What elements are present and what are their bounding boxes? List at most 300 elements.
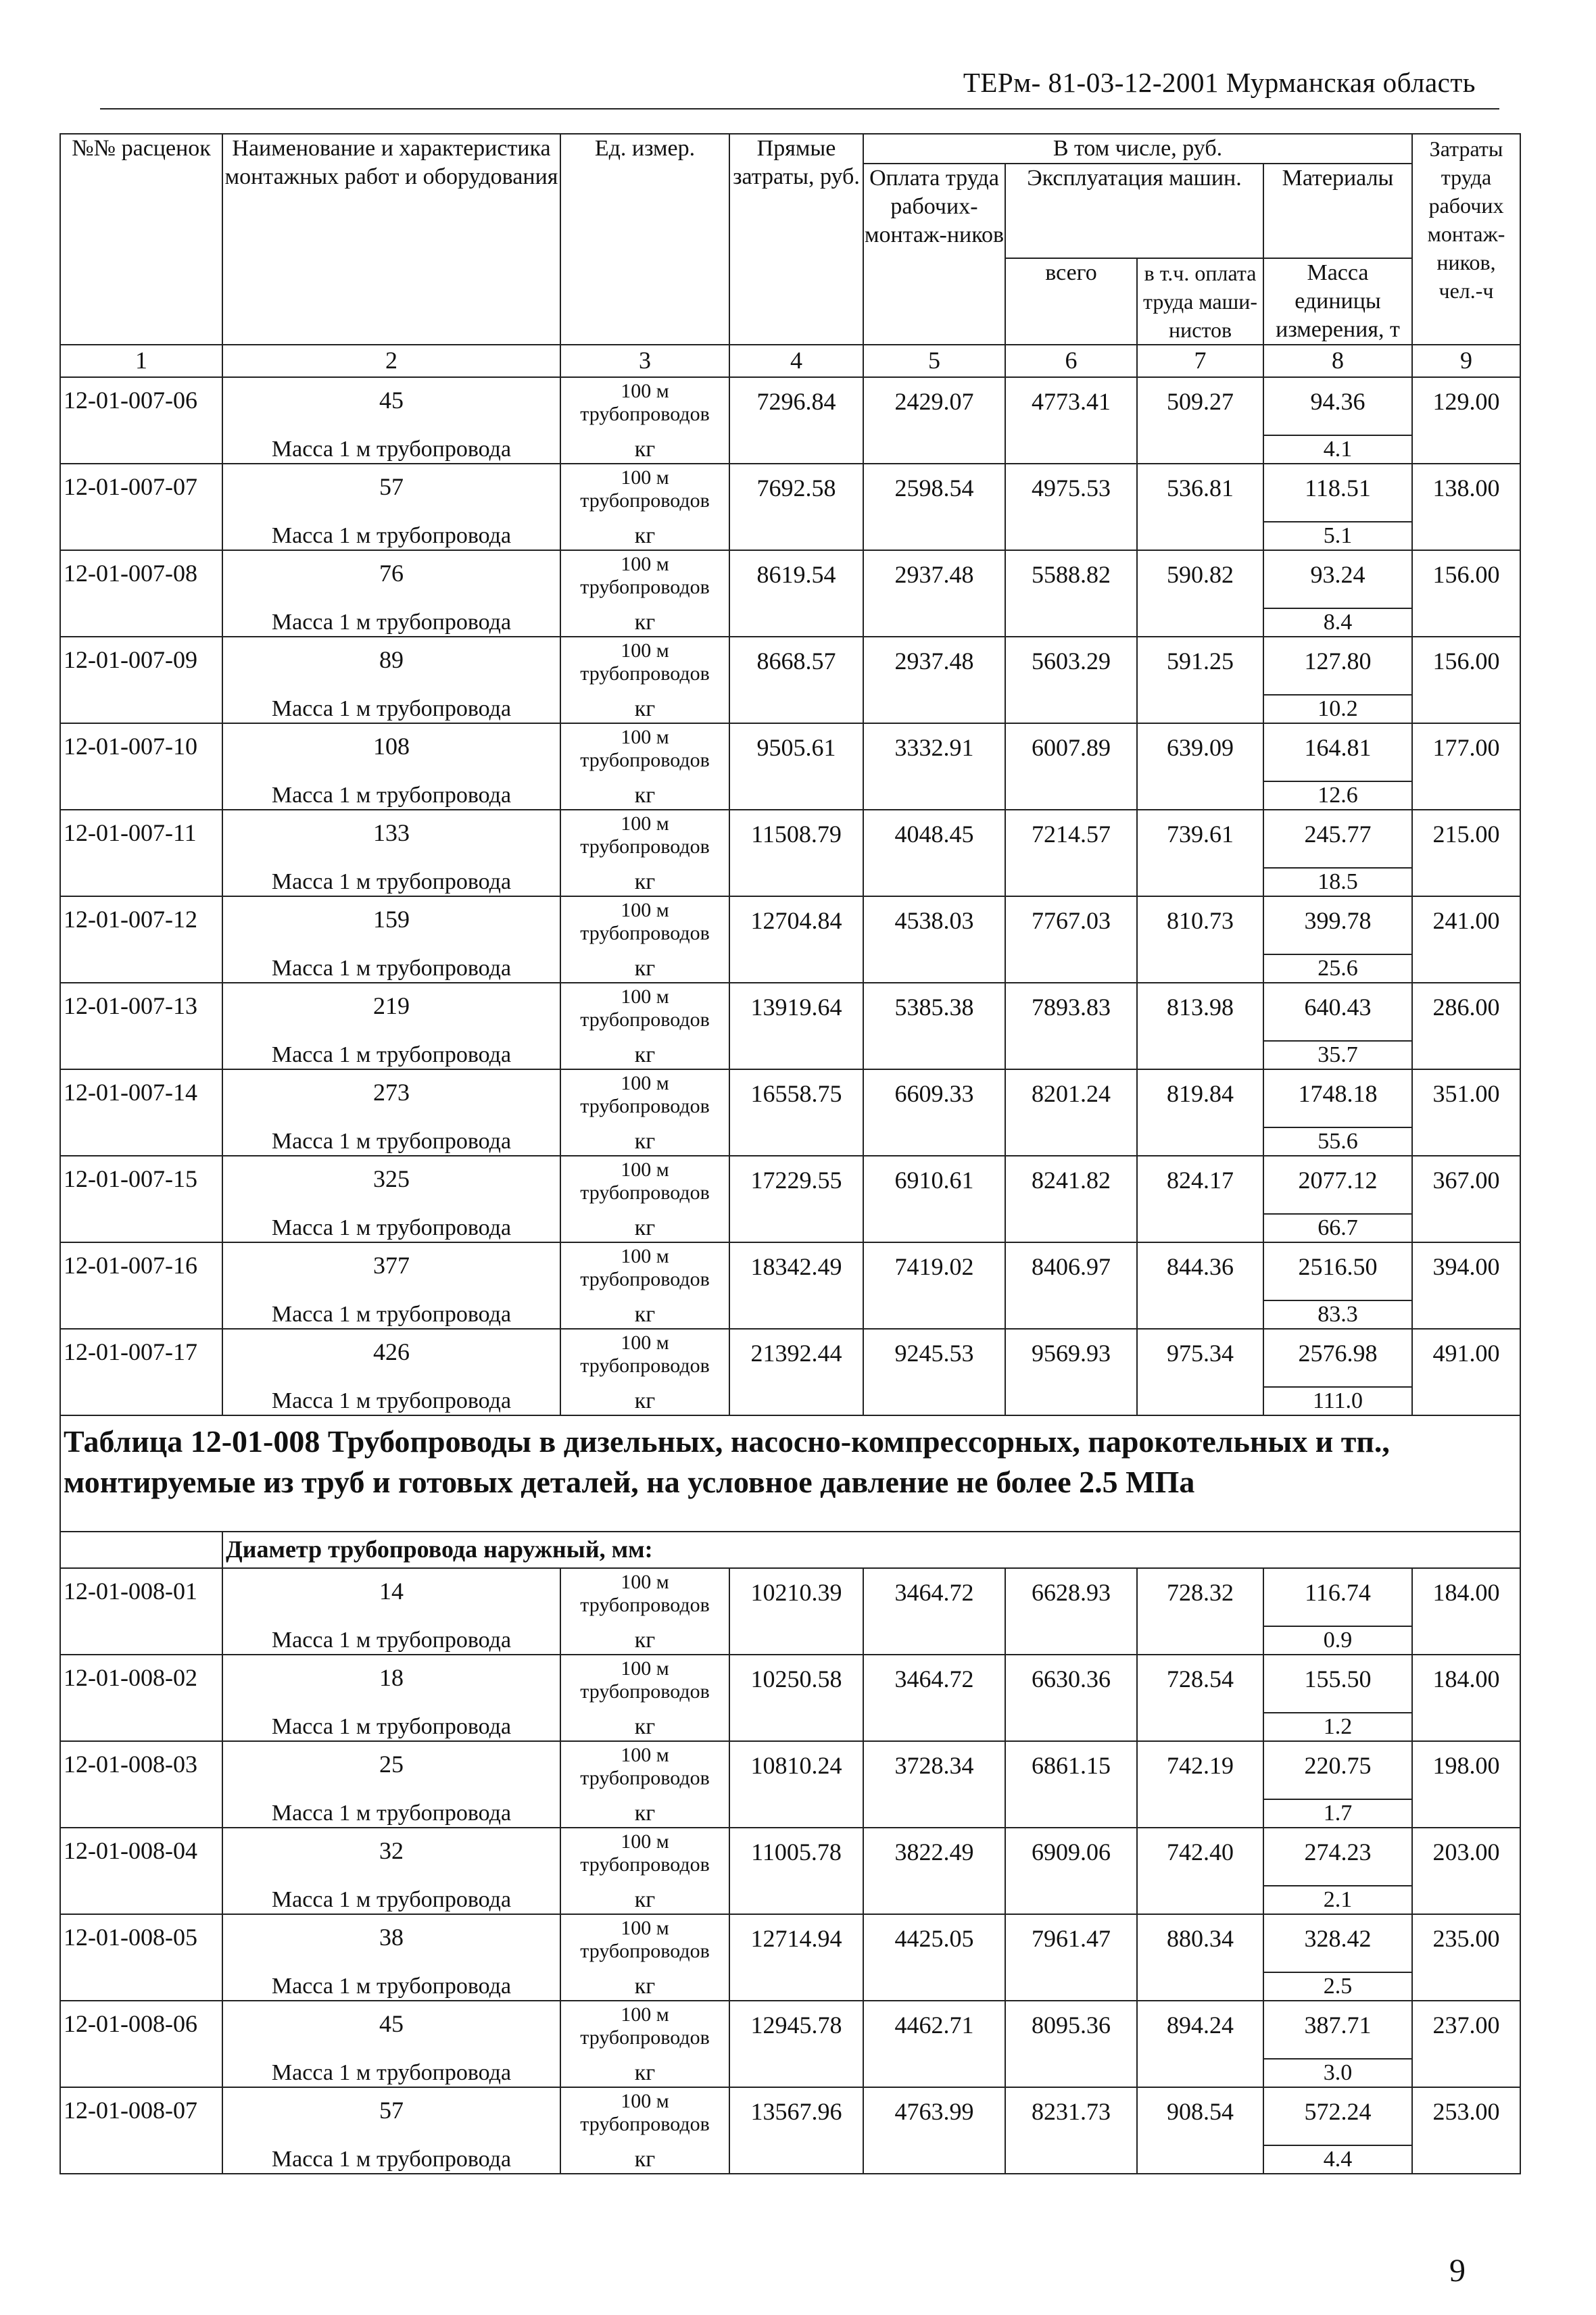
rate-code-cell [60, 1655, 222, 1741]
unit-cell [560, 896, 729, 983]
rate-code: 12-01-007-14 [64, 1079, 197, 1106]
wage-cost: 2429.07 [863, 377, 1005, 464]
rate-code-cell [60, 1741, 222, 1828]
column-number: 1 [60, 345, 222, 377]
mass-label: Масса 1 м трубопровода [271, 2060, 512, 2085]
table-row [60, 1914, 1520, 2001]
materials-cost: 2077.12 [1298, 1167, 1378, 1194]
wage-cost: 4425.05 [863, 1914, 1005, 2001]
direct-cost: 13567.96 [729, 2087, 863, 2174]
pipe-diameter: 57 [379, 2097, 404, 2124]
machines-cost: 8241.82 [1005, 1156, 1137, 1242]
direct-cost: 10210.39 [729, 1568, 863, 1655]
materials-cell [1263, 1828, 1412, 1914]
wage-cost: 3464.72 [863, 1655, 1005, 1741]
document-header-title: ТЕРм- 81-03-12-2001 Мурманская область [963, 67, 1476, 98]
unit-bottom: трубопроводов [580, 835, 710, 858]
table-row [60, 1741, 1520, 1828]
machines-cost: 7214.57 [1005, 810, 1137, 896]
mass-value: 10.2 [1264, 694, 1411, 723]
work-name-cell [222, 1828, 560, 1914]
mass-value: 5.1 [1264, 521, 1411, 550]
wage-cost: 4763.99 [863, 2087, 1005, 2174]
unit-top: 100 м [621, 1744, 669, 1766]
rate-code: 12-01-007-15 [64, 1165, 197, 1192]
column-number: 5 [863, 345, 1005, 377]
unit-cell [560, 983, 729, 1069]
machinists-wage: 844.36 [1137, 1242, 1263, 1329]
materials-cell [1263, 637, 1412, 723]
rate-code: 12-01-008-06 [64, 2010, 197, 2037]
machinists-wage: 639.09 [1137, 723, 1263, 810]
rate-code: 12-01-008-03 [64, 1751, 197, 1778]
table-row [60, 2087, 1520, 2174]
wage-cost: 3464.72 [863, 1568, 1005, 1655]
unit-cell [560, 1242, 729, 1329]
materials-cell [1263, 896, 1412, 983]
wage-cost: 4462.71 [863, 2001, 1005, 2087]
materials-cost: 387.71 [1304, 2012, 1372, 2039]
unit-bottom: трубопроводов [580, 489, 710, 512]
unit-top: 100 м [621, 985, 669, 1008]
machinists-wage: 591.25 [1137, 637, 1263, 723]
rate-code-cell [60, 1828, 222, 1914]
unit-top: 100 м [621, 812, 669, 835]
work-name-cell [222, 2001, 560, 2087]
materials-cell [1263, 1069, 1412, 1156]
machinists-wage: 813.98 [1137, 983, 1263, 1069]
work-name-cell [222, 1568, 560, 1655]
unit-bottom: трубопроводов [580, 1181, 710, 1204]
pipe-diameter: 57 [379, 473, 404, 500]
mass-value: 25.6 [1264, 954, 1411, 982]
pipe-diameter: 377 [373, 1252, 410, 1279]
rate-code: 12-01-007-16 [64, 1252, 197, 1279]
rate-code-cell [60, 2001, 222, 2087]
rate-code-cell [60, 1156, 222, 1242]
unit-cell [560, 1914, 729, 2001]
work-name-cell [222, 1329, 560, 1415]
direct-cost: 8668.57 [729, 637, 863, 723]
work-name-cell [222, 1655, 560, 1741]
unit-top: 100 м [621, 726, 669, 748]
mass-value: 4.1 [1264, 435, 1411, 463]
unit-cell [560, 1156, 729, 1242]
machines-cost: 5588.82 [1005, 550, 1137, 637]
machinists-wage: 728.32 [1137, 1568, 1263, 1655]
direct-cost: 12945.78 [729, 2001, 863, 2087]
table-row [60, 1828, 1520, 1914]
machinists-wage: 536.81 [1137, 464, 1263, 550]
mass-unit: кг [634, 523, 656, 548]
table-row [60, 1156, 1520, 1242]
wage-cost: 3822.49 [863, 1828, 1005, 1914]
machinists-wage: 894.24 [1137, 2001, 1263, 2087]
labor-hours: 237.00 [1412, 2001, 1520, 2087]
mass-label: Масса 1 м трубопровода [271, 1302, 512, 1327]
header-labor: Затраты труда рабочих монтаж-ников, чел.-ч [1412, 134, 1520, 345]
rate-code: 12-01-007-17 [64, 1338, 197, 1365]
rate-code-cell [60, 550, 222, 637]
work-name-cell [222, 723, 560, 810]
rate-code: 12-01-008-04 [64, 1837, 197, 1864]
pipe-diameter: 273 [373, 1079, 410, 1106]
mass-label: Масса 1 м трубопровода [271, 1388, 512, 1413]
rate-code: 12-01-007-12 [64, 906, 197, 933]
pipe-diameter: 32 [379, 1837, 404, 1864]
unit-bottom: трубопроводов [580, 1680, 710, 1703]
work-name-cell [222, 1914, 560, 2001]
pipe-diameter: 89 [379, 646, 404, 673]
unit-cell [560, 810, 729, 896]
unit-top: 100 м [621, 1332, 669, 1354]
page-number: 9 [1449, 2253, 1466, 2289]
rate-code: 12-01-008-05 [64, 1924, 197, 1951]
labor-hours: 129.00 [1412, 377, 1520, 464]
unit-top: 100 м [621, 1571, 669, 1593]
machines-cost: 9569.93 [1005, 1329, 1137, 1415]
rate-code-cell [60, 464, 222, 550]
mass-label: Масса 1 м трубопровода [271, 1129, 512, 1154]
machinists-wage: 824.17 [1137, 1156, 1263, 1242]
materials-cost: 2516.50 [1298, 1253, 1378, 1280]
table-row [60, 1329, 1520, 1415]
mass-unit: кг [634, 2147, 656, 2172]
materials-cell [1263, 2087, 1412, 2174]
table-row [60, 550, 1520, 637]
rate-code-cell [60, 637, 222, 723]
work-name-cell [222, 550, 560, 637]
unit-bottom: трубопроводов [580, 1940, 710, 1962]
materials-cost: 155.50 [1304, 1665, 1372, 1692]
mass-unit: кг [634, 696, 656, 721]
mass-value: 2.1 [1264, 1885, 1411, 1914]
machines-cost: 6628.93 [1005, 1568, 1137, 1655]
section-title-row [60, 1415, 1520, 1532]
rate-code-cell [60, 377, 222, 464]
header-name: Наименование и характеристика монтажных работ и оборудования [222, 134, 560, 345]
wage-cost: 2937.48 [863, 637, 1005, 723]
header-materials: Материалы [1263, 164, 1412, 258]
pipe-diameter: 108 [373, 733, 410, 760]
unit-top: 100 м [621, 2003, 669, 2026]
mass-value: 55.6 [1264, 1127, 1411, 1155]
materials-cost: 328.42 [1304, 1925, 1372, 1952]
unit-cell [560, 1568, 729, 1655]
mass-value: 1.7 [1264, 1799, 1411, 1827]
rate-code: 12-01-007-08 [64, 560, 197, 587]
machinists-wage: 880.34 [1137, 1914, 1263, 2001]
column-number: 8 [1263, 345, 1412, 377]
pipe-diameter: 426 [373, 1338, 410, 1365]
wage-cost: 2937.48 [863, 550, 1005, 637]
header-machines-wage: в т.ч. оплата труда маши-нистов [1137, 258, 1263, 345]
materials-cell [1263, 550, 1412, 637]
pipe-diameter: 45 [379, 2010, 404, 2037]
pipe-diameter: 76 [379, 560, 404, 587]
materials-cost: 399.78 [1304, 907, 1372, 934]
table-row [60, 2001, 1520, 2087]
materials-cost: 127.80 [1304, 648, 1372, 675]
mass-unit: кг [634, 2060, 656, 2085]
pipe-diameter: 219 [373, 992, 410, 1019]
pipe-diameter: 159 [373, 906, 410, 933]
mass-unit: кг [634, 1215, 656, 1240]
work-name-cell [222, 2087, 560, 2174]
rate-code: 12-01-007-06 [64, 387, 197, 414]
price-table [59, 133, 1521, 2174]
work-name-cell [222, 896, 560, 983]
rate-code: 12-01-007-13 [64, 992, 197, 1019]
materials-cell [1263, 723, 1412, 810]
materials-cell [1263, 810, 1412, 896]
rate-code-cell [60, 983, 222, 1069]
pipe-diameter: 325 [373, 1165, 410, 1192]
mass-label: Масса 1 м трубопровода [271, 610, 512, 635]
direct-cost: 10810.24 [729, 1741, 863, 1828]
materials-cell [1263, 983, 1412, 1069]
pipe-diameter: 25 [379, 1751, 404, 1778]
header-mass-per-unit: Масса единицы измерения, т [1263, 258, 1412, 345]
machines-cost: 6630.36 [1005, 1655, 1137, 1741]
materials-cost: 118.51 [1305, 474, 1371, 502]
unit-top: 100 м [621, 1657, 669, 1680]
mass-unit: кг [634, 610, 656, 635]
labor-hours: 203.00 [1412, 1828, 1520, 1914]
machines-cost: 8231.73 [1005, 2087, 1137, 2174]
wage-cost: 7419.02 [863, 1242, 1005, 1329]
machines-cost: 8406.97 [1005, 1242, 1137, 1329]
pipe-diameter: 45 [379, 387, 404, 414]
direct-cost: 21392.44 [729, 1329, 863, 1415]
diameter-heading-row [60, 1532, 1520, 1568]
wage-cost: 3728.34 [863, 1741, 1005, 1828]
machines-cost: 7893.83 [1005, 983, 1137, 1069]
direct-cost: 16558.75 [729, 1069, 863, 1156]
materials-cell [1263, 377, 1412, 464]
unit-cell [560, 723, 729, 810]
diameter-heading: Диаметр трубопровода наружный, мм: [222, 1532, 1520, 1568]
machinists-wage: 742.40 [1137, 1828, 1263, 1914]
mass-value: 2.5 [1264, 1972, 1411, 2000]
mass-value: 18.5 [1264, 867, 1411, 896]
table-row [60, 1069, 1520, 1156]
materials-cost: 1748.18 [1298, 1080, 1378, 1107]
table-row [60, 723, 1520, 810]
rate-code-cell [60, 1069, 222, 1156]
header-unit: Ед. измер. [560, 134, 729, 345]
work-name-cell [222, 1242, 560, 1329]
labor-hours: 367.00 [1412, 1156, 1520, 1242]
mass-value: 111.0 [1264, 1386, 1411, 1415]
mass-unit: кг [634, 869, 656, 894]
mass-label: Масса 1 м трубопровода [271, 1801, 512, 1826]
header-machines: Эксплуатация машин. [1005, 164, 1263, 258]
work-name-cell [222, 377, 560, 464]
direct-cost: 17229.55 [729, 1156, 863, 1242]
mass-unit: кг [634, 437, 656, 462]
header-code: №№ расценок [60, 134, 222, 345]
rate-code: 12-01-007-09 [64, 646, 197, 673]
labor-hours: 198.00 [1412, 1741, 1520, 1828]
work-name-cell [222, 464, 560, 550]
unit-bottom: трубопроводов [580, 1853, 710, 1876]
table-row [60, 1242, 1520, 1329]
labor-hours: 138.00 [1412, 464, 1520, 550]
mass-label: Масса 1 м трубопровода [271, 696, 512, 721]
machinists-wage: 739.61 [1137, 810, 1263, 896]
wage-cost: 6609.33 [863, 1069, 1005, 1156]
unit-cell [560, 1069, 729, 1156]
rate-code: 12-01-008-01 [64, 1578, 197, 1605]
labor-hours: 351.00 [1412, 1069, 1520, 1156]
labor-hours: 491.00 [1412, 1329, 1520, 1415]
materials-cell [1263, 1914, 1412, 2001]
price-table-container [59, 133, 1520, 2174]
materials-cell [1263, 1242, 1412, 1329]
empty-cell [60, 1532, 222, 1568]
mass-unit: кг [634, 783, 656, 808]
unit-bottom: трубопроводов [580, 749, 710, 771]
rate-code-cell [60, 1914, 222, 2001]
table-row [60, 896, 1520, 983]
rate-code-cell [60, 2087, 222, 2174]
mass-value: 1.2 [1264, 1712, 1411, 1740]
direct-cost: 8619.54 [729, 550, 863, 637]
wage-cost: 3332.91 [863, 723, 1005, 810]
unit-bottom: трубопроводов [580, 662, 710, 685]
unit-bottom: трубопроводов [580, 922, 710, 944]
mass-label: Масса 1 м трубопровода [271, 1628, 512, 1653]
rate-code-cell [60, 1329, 222, 1415]
materials-cost: 2576.98 [1298, 1340, 1378, 1367]
unit-bottom: трубопроводов [580, 2113, 710, 2135]
mass-unit: кг [634, 1388, 656, 1413]
materials-cost: 93.24 [1310, 561, 1365, 588]
unit-cell [560, 1741, 729, 1828]
pipe-diameter: 38 [379, 1924, 404, 1951]
machines-cost: 7961.47 [1005, 1914, 1137, 2001]
rate-code: 12-01-008-07 [64, 2097, 197, 2124]
header-direct-cost: Прямые затраты, руб. [729, 134, 863, 345]
machines-cost: 8095.36 [1005, 2001, 1137, 2087]
mass-value: 66.7 [1264, 1213, 1411, 1242]
materials-cost: 640.43 [1304, 994, 1372, 1021]
materials-cost: 220.75 [1304, 1752, 1372, 1779]
pipe-diameter: 18 [379, 1664, 404, 1691]
header-including: В том числе, руб. [863, 134, 1412, 164]
rate-code-cell [60, 723, 222, 810]
wage-cost: 9245.53 [863, 1329, 1005, 1415]
table-row [60, 464, 1520, 550]
unit-top: 100 м [621, 899, 669, 921]
wage-cost: 4538.03 [863, 896, 1005, 983]
labor-hours: 253.00 [1412, 2087, 1520, 2174]
machines-cost: 4975.53 [1005, 464, 1137, 550]
section-title: Таблица 12-01-008 Трубопроводы в дизельных, насосно-компрессорных, парокотельных и тп., монтируемые из труб и готовых деталей, на условное давление не более 2.5 МПа [60, 1415, 1520, 1532]
unit-top: 100 м [621, 380, 669, 402]
unit-bottom: трубопроводов [580, 1008, 710, 1031]
unit-cell [560, 377, 729, 464]
unit-cell [560, 1329, 729, 1415]
mass-unit: кг [634, 1887, 656, 1912]
mass-unit: кг [634, 1628, 656, 1653]
materials-cell [1263, 2001, 1412, 2087]
unit-cell [560, 1828, 729, 1914]
column-number: 4 [729, 345, 863, 377]
mass-label: Масса 1 м трубопровода [271, 437, 512, 462]
machines-cost: 6861.15 [1005, 1741, 1137, 1828]
materials-cost: 245.77 [1304, 821, 1372, 848]
machinists-wage: 509.27 [1137, 377, 1263, 464]
machines-cost: 4773.41 [1005, 377, 1137, 464]
unit-top: 100 м [621, 1159, 669, 1181]
unit-cell [560, 2087, 729, 2174]
column-number-row [60, 345, 1520, 377]
mass-label: Масса 1 м трубопровода [271, 1974, 512, 1999]
mass-unit: кг [634, 1129, 656, 1154]
work-name-cell [222, 1069, 560, 1156]
work-name-cell [222, 810, 560, 896]
unit-top: 100 м [621, 1072, 669, 1094]
rate-code: 12-01-007-11 [64, 819, 197, 846]
table-row [60, 983, 1520, 1069]
labor-hours: 156.00 [1412, 637, 1520, 723]
labor-hours: 184.00 [1412, 1655, 1520, 1741]
column-number: 7 [1137, 345, 1263, 377]
materials-cell [1263, 1329, 1412, 1415]
materials-cell [1263, 1741, 1412, 1828]
unit-cell [560, 637, 729, 723]
mass-label: Масса 1 м трубопровода [271, 1714, 512, 1739]
work-name-cell [222, 983, 560, 1069]
work-name-cell [222, 1741, 560, 1828]
materials-cell [1263, 1156, 1412, 1242]
materials-cost: 116.74 [1305, 1579, 1371, 1606]
unit-bottom: трубопроводов [580, 1594, 710, 1616]
column-number: 3 [560, 345, 729, 377]
unit-top: 100 м [621, 1917, 669, 1939]
wage-cost: 5385.38 [863, 983, 1005, 1069]
header-wage: Оплата труда рабочих-монтаж-ников [863, 164, 1005, 345]
mass-label: Масса 1 м трубопровода [271, 523, 512, 548]
unit-bottom: трубопроводов [580, 403, 710, 425]
machines-cost: 6007.89 [1005, 723, 1137, 810]
materials-cell [1263, 464, 1412, 550]
machinists-wage: 975.34 [1137, 1329, 1263, 1415]
mass-label: Масса 1 м трубопровода [271, 1042, 512, 1067]
price-table-body [60, 134, 1520, 2174]
direct-cost: 7692.58 [729, 464, 863, 550]
mass-value: 35.7 [1264, 1040, 1411, 1069]
mass-unit: кг [634, 1714, 656, 1739]
rate-code: 12-01-007-07 [64, 473, 197, 500]
direct-cost: 12714.94 [729, 1914, 863, 2001]
rate-code-cell [60, 896, 222, 983]
table-header-row-1 [60, 134, 1520, 164]
direct-cost: 11005.78 [729, 1828, 863, 1914]
labor-hours: 177.00 [1412, 723, 1520, 810]
table-row [60, 810, 1520, 896]
labor-hours: 286.00 [1412, 983, 1520, 1069]
rate-code-cell [60, 810, 222, 896]
materials-cost: 164.81 [1304, 734, 1372, 761]
unit-top: 100 м [621, 2090, 669, 2112]
mass-value: 12.6 [1264, 781, 1411, 809]
mass-unit: кг [634, 1974, 656, 1999]
direct-cost: 9505.61 [729, 723, 863, 810]
work-name-cell [222, 637, 560, 723]
